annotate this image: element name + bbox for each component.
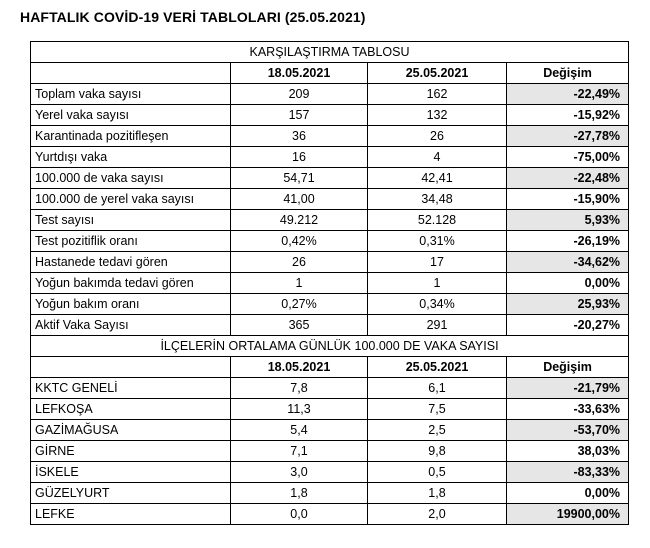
- district-change-value: 38,03%: [507, 441, 629, 462]
- comparison-change-value: -22,48%: [507, 168, 629, 189]
- district-change-value: -33,63%: [507, 399, 629, 420]
- comparison-value-25-05: 26: [368, 126, 507, 147]
- district-value-18-05: 3,0: [231, 462, 368, 483]
- district-value-18-05: 7,8: [231, 378, 368, 399]
- comparison-value-25-05: 162: [368, 84, 507, 105]
- district-header-cell: [31, 357, 231, 378]
- comparison-value-18-05: 54,71: [231, 168, 368, 189]
- district-row-label: GİRNE: [31, 441, 231, 462]
- district-table-row: [31, 399, 629, 420]
- comparison-value-25-05: 52.128: [368, 210, 507, 231]
- comparison-table-row: [31, 126, 629, 147]
- district-value-25-05: 2,0: [368, 504, 507, 525]
- district-row-label: LEFKE: [31, 504, 231, 525]
- comparison-row-label: Test sayısı: [31, 210, 231, 231]
- comparison-row-label: Yerel vaka sayısı: [31, 105, 231, 126]
- district-table-row: [31, 378, 629, 399]
- district-value-25-05: 9,8: [368, 441, 507, 462]
- comparison-value-25-05: 0,34%: [368, 294, 507, 315]
- district-section-title: İLÇELERİN ORTALAMA GÜNLÜK 100.000 DE VAKA SAYISI: [31, 336, 629, 357]
- comparison-header-cell: 25.05.2021: [368, 63, 507, 84]
- comparison-row-label: Yurtdışı vaka: [31, 147, 231, 168]
- comparison-value-25-05: 1: [368, 273, 507, 294]
- comparison-table-row: [31, 315, 629, 336]
- comparison-table-row: [31, 105, 629, 126]
- comparison-row-label: Aktif Vaka Sayısı: [31, 315, 231, 336]
- district-value-18-05: 5,4: [231, 420, 368, 441]
- covid-data-table: [30, 41, 629, 525]
- comparison-change-value: -20,27%: [507, 315, 629, 336]
- comparison-table-row: [31, 252, 629, 273]
- district-table-row: [31, 504, 629, 525]
- comparison-value-25-05: 0,31%: [368, 231, 507, 252]
- comparison-section-title: KARŞILAŞTIRMA TABLOSU: [31, 42, 629, 63]
- district-change-value: -83,33%: [507, 462, 629, 483]
- district-table-row: [31, 483, 629, 504]
- district-change-value: -21,79%: [507, 378, 629, 399]
- comparison-value-25-05: 291: [368, 315, 507, 336]
- comparison-change-value: -15,92%: [507, 105, 629, 126]
- district-value-25-05: 2,5: [368, 420, 507, 441]
- comparison-section-title-row: [31, 42, 629, 63]
- page-title: HAFTALIK COVİD-19 VERİ TABLOLARI (25.05.2021): [20, 9, 366, 25]
- district-table-row: [31, 420, 629, 441]
- comparison-row-label: 100.000 de yerel vaka sayısı: [31, 189, 231, 210]
- comparison-value-25-05: 132: [368, 105, 507, 126]
- district-value-18-05: 0,0: [231, 504, 368, 525]
- comparison-value-18-05: 16: [231, 147, 368, 168]
- comparison-header-cell: [31, 63, 231, 84]
- comparison-value-18-05: 209: [231, 84, 368, 105]
- comparison-change-value: 5,93%: [507, 210, 629, 231]
- comparison-value-18-05: 365: [231, 315, 368, 336]
- comparison-value-18-05: 41,00: [231, 189, 368, 210]
- district-header-row: [31, 357, 629, 378]
- district-change-value: 19900,00%: [507, 504, 629, 525]
- district-value-25-05: 1,8: [368, 483, 507, 504]
- district-header-cell: 18.05.2021: [231, 357, 368, 378]
- comparison-change-value: -27,78%: [507, 126, 629, 147]
- comparison-value-18-05: 26: [231, 252, 368, 273]
- district-change-value: 0,00%: [507, 483, 629, 504]
- comparison-table-row: [31, 273, 629, 294]
- comparison-value-18-05: 0,27%: [231, 294, 368, 315]
- district-change-value: -53,70%: [507, 420, 629, 441]
- district-row-label: GAZİMAĞUSA: [31, 420, 231, 441]
- district-row-label: GÜZELYURT: [31, 483, 231, 504]
- comparison-value-25-05: 4: [368, 147, 507, 168]
- comparison-value-18-05: 49.212: [231, 210, 368, 231]
- comparison-header-cell: 18.05.2021: [231, 63, 368, 84]
- district-table-row: [31, 441, 629, 462]
- district-section-title-row: [31, 336, 629, 357]
- comparison-change-value: -26,19%: [507, 231, 629, 252]
- comparison-change-value: -22,49%: [507, 84, 629, 105]
- district-row-label: İSKELE: [31, 462, 231, 483]
- comparison-value-18-05: 157: [231, 105, 368, 126]
- comparison-change-value: 0,00%: [507, 273, 629, 294]
- comparison-row-label: Test pozitiflik oranı: [31, 231, 231, 252]
- comparison-value-25-05: 17: [368, 252, 507, 273]
- comparison-value-18-05: 1: [231, 273, 368, 294]
- comparison-value-25-05: 42,41: [368, 168, 507, 189]
- district-value-25-05: 6,1: [368, 378, 507, 399]
- district-header-cell: 25.05.2021: [368, 357, 507, 378]
- comparison-table-row: [31, 210, 629, 231]
- district-value-25-05: 7,5: [368, 399, 507, 420]
- comparison-value-18-05: 36: [231, 126, 368, 147]
- comparison-table-row: [31, 147, 629, 168]
- comparison-row-label: Toplam vaka sayısı: [31, 84, 231, 105]
- comparison-table-row: [31, 231, 629, 252]
- comparison-row-label: 100.000 de vaka sayısı: [31, 168, 231, 189]
- district-row-label: LEFKOŞA: [31, 399, 231, 420]
- comparison-header-row: [31, 63, 629, 84]
- district-header-cell: Değişim: [507, 357, 629, 378]
- district-row-label: KKTC GENELİ: [31, 378, 231, 399]
- district-table-row: [31, 462, 629, 483]
- comparison-value-25-05: 34,48: [368, 189, 507, 210]
- comparison-row-label: Yoğun bakımda tedavi gören: [31, 273, 231, 294]
- comparison-table-row: [31, 84, 629, 105]
- comparison-row-label: Yoğun bakım oranı: [31, 294, 231, 315]
- comparison-change-value: -15,90%: [507, 189, 629, 210]
- comparison-change-value: -75,00%: [507, 147, 629, 168]
- comparison-table-row: [31, 168, 629, 189]
- district-value-18-05: 7,1: [231, 441, 368, 462]
- comparison-change-value: 25,93%: [507, 294, 629, 315]
- district-value-18-05: 1,8: [231, 483, 368, 504]
- district-value-25-05: 0,5: [368, 462, 507, 483]
- comparison-table-row: [31, 294, 629, 315]
- comparison-header-cell: Değişim: [507, 63, 629, 84]
- comparison-value-18-05: 0,42%: [231, 231, 368, 252]
- comparison-table-row: [31, 189, 629, 210]
- comparison-row-label: Karantinada pozitifleşen: [31, 126, 231, 147]
- district-value-18-05: 11,3: [231, 399, 368, 420]
- comparison-change-value: -34,62%: [507, 252, 629, 273]
- comparison-row-label: Hastanede tedavi gören: [31, 252, 231, 273]
